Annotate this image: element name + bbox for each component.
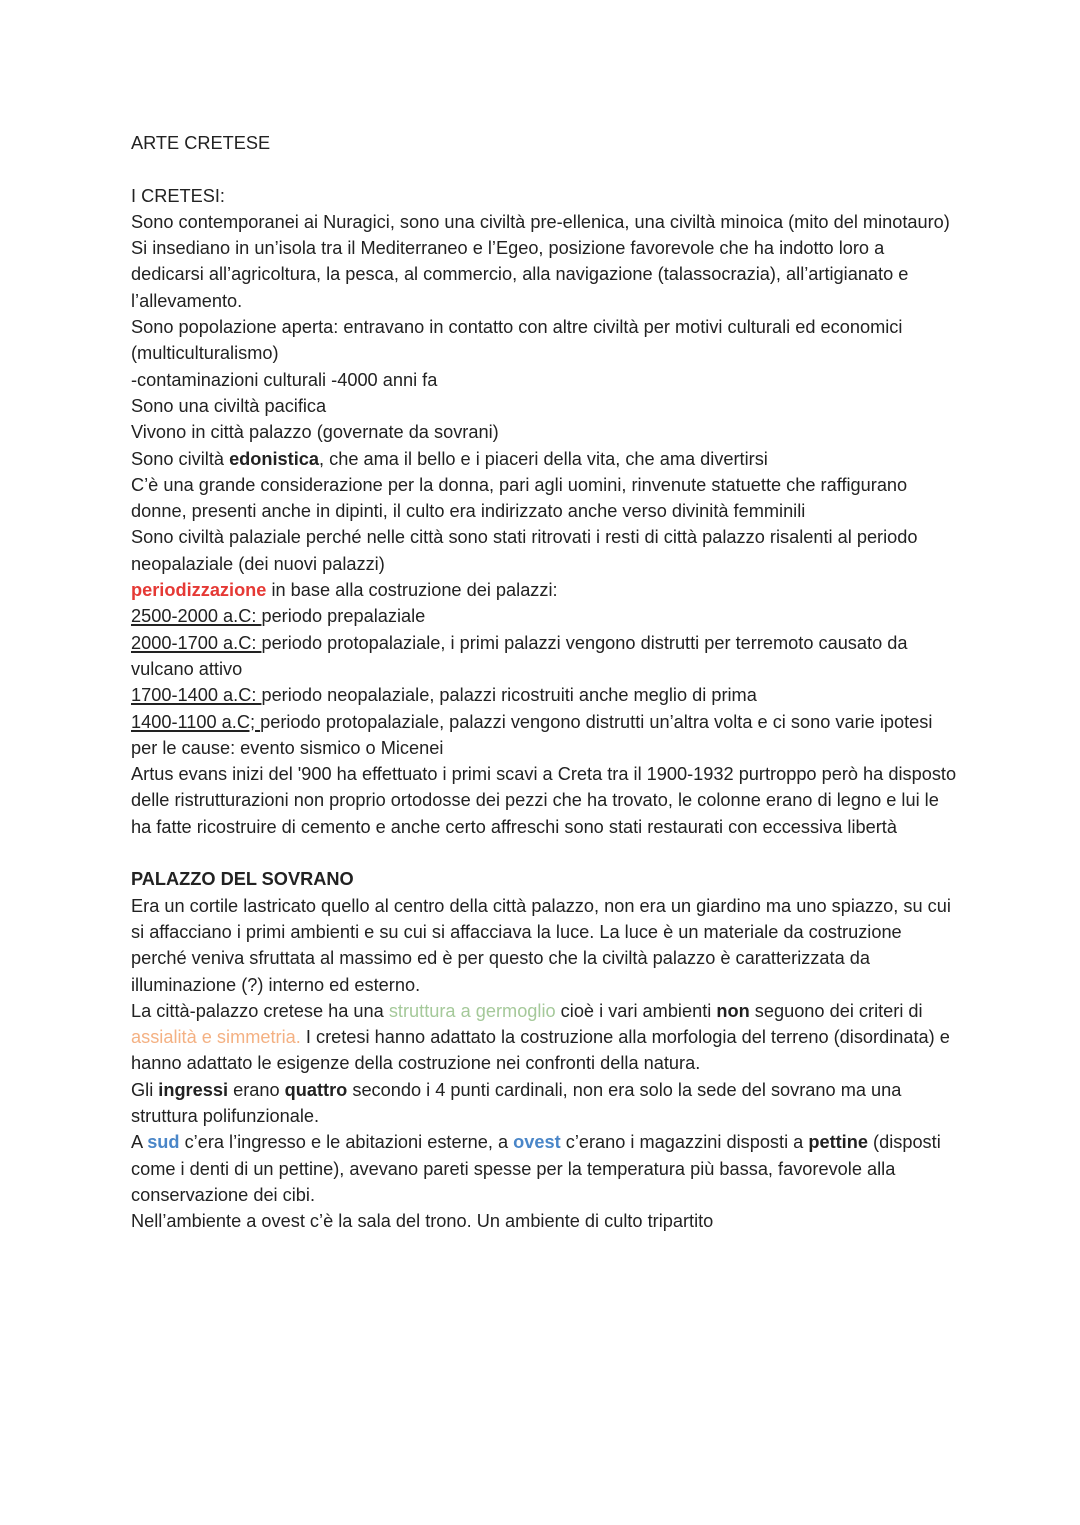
text-run: in base alla costruzione dei palazzi: <box>266 580 558 601</box>
period-date: 2000-1700 a.C: <box>131 632 262 653</box>
paragraph: Si insediano in un’isola tra il Mediterraneo e l’Egeo, posizione favorevole che ha indotto loro a dedicarsi all’agricoltura, la pesca, al commercio, alla navigazione (talassocrazia), all’artigianato e l’allevamento. <box>131 238 909 311</box>
paragraph <box>131 1077 960 1130</box>
highlight-ovest: ovest <box>513 1132 561 1153</box>
paragraph <box>131 577 960 603</box>
text-run: (disposti come i denti di un pettine), avevano pareti spesse per la temperatura più bassa, favorevole alla conservazione dei cibi. <box>131 1132 941 1205</box>
period-item <box>131 709 960 762</box>
text-run: I cretesi hanno adattato la costruzione alla morfologia del terreno (disordinata) e hanno adattato le esigenze della costruzione nei confronti della natura. <box>131 1027 950 1074</box>
paragraph <box>131 1129 960 1208</box>
period-text: periodo neopalaziale, palazzi ricostruiti anche meglio di prima <box>261 685 757 706</box>
paragraph: Sono una civiltà pacifica <box>131 395 327 416</box>
paragraph <box>131 998 960 1077</box>
period-text: periodo protopalaziale, i primi palazzi vengono distrutti per terremoto causato da vulcano attivo <box>131 632 908 679</box>
paragraph: -contaminazioni culturali -4000 anni fa <box>131 369 438 390</box>
text-run: Gli <box>131 1079 159 1100</box>
paragraph: Vivono in città palazzo (governate da sovrani) <box>131 422 499 443</box>
bold-term-ingressi: ingressi <box>158 1079 229 1100</box>
text-run: Sono civiltà <box>131 448 230 469</box>
spacer <box>131 840 960 866</box>
paragraph: Artus evans inizi del '900 ha effettuato i primi scavi a Creta tra il 1900-1932 purtroppo però ha disposto delle ristrutturazioni non proprio ortodosse dei pezzi che ha trovato, le colonne erano di legno e lui le ha fatte ricostruire di cemento e anche certo affreschi sono stati restaurati con eccessiva libertà <box>131 764 957 837</box>
section-heading-cretesi: I CRETESI: <box>131 185 225 206</box>
period-item <box>131 603 960 629</box>
bold-term-edonistica: edonistica <box>229 448 320 469</box>
document-title: ARTE CRETESE <box>131 133 271 153</box>
paragraph: Era un cortile lastricato quello al centro della città palazzo, non era un giardino ma uno spiazzo, su cui si affacciano i primi ambienti e su cui si affacciava la luce. La luce è un materiale da costruzione perché veniva sfruttata al massimo ed è per questo che la civiltà palazzo è caratterizzata da illuminazione (?) interno ed esterno. <box>131 895 951 995</box>
paragraph: Sono contemporanei ai Nuragici, sono una civiltà pre-ellenica, una civiltà minoica (mito del minotauro) <box>131 211 950 232</box>
section-heading-palazzo: PALAZZO DEL SOVRANO <box>131 869 354 890</box>
paragraph: Sono civiltà palaziale perché nelle città sono stati ritrovati i resti di città palazzo risalenti al periodo neopalaziale (dei nuovi palazzi) <box>131 527 918 574</box>
highlight-assialita-simmetria: assialità e simmetria. <box>131 1027 301 1048</box>
period-date: 2500-2000 a.C: <box>131 606 262 627</box>
period-text: periodo protopalaziale, palazzi vengono distrutti un’altra volta e ci sono varie ipotesi per le cause: evento sismico o Micenei <box>131 711 933 758</box>
highlight-sud: sud <box>147 1132 180 1153</box>
period-date: 1700-1400 a.C: <box>131 685 262 706</box>
text-run: , che ama il bello e i piaceri della vita, che ama divertirsi <box>319 448 768 469</box>
period-item <box>131 682 960 708</box>
period-date: 1400-1100 a.C; <box>131 711 261 732</box>
bold-term-pettine: pettine <box>808 1132 868 1153</box>
text-run: cioè i vari ambienti <box>555 1000 717 1021</box>
text-run: A <box>131 1132 148 1153</box>
spacer <box>131 156 960 182</box>
text-run: La città-palazzo cretese ha una <box>131 1000 389 1021</box>
paragraph: Sono popolazione aperta: entravano in contatto con altre civiltà per motivi culturali ed economici (multiculturalismo) <box>131 317 903 364</box>
text-run: c’erano i magazzini disposti a <box>560 1132 809 1153</box>
text-run: seguono dei criteri di <box>749 1000 923 1021</box>
highlight-periodizzazione: periodizzazione <box>131 580 267 601</box>
text-run: erano <box>228 1079 285 1100</box>
period-item <box>131 630 960 683</box>
bold-term-non: non <box>716 1000 750 1021</box>
period-text: periodo prepalaziale <box>261 606 426 627</box>
text-run: secondo i 4 punti cardinali, non era solo la sede del sovrano ma una struttura polifunzionale. <box>131 1079 902 1126</box>
paragraph: Nell’ambiente a ovest c’è la sala del trono. Un ambiente di culto tripartito <box>131 1211 714 1232</box>
bold-term-quattro: quattro <box>284 1079 348 1100</box>
text-run: c’era l’ingresso e le abitazioni esterne, a <box>179 1132 514 1153</box>
paragraph <box>131 446 960 472</box>
highlight-struttura-germoglio: struttura a germoglio <box>388 1000 556 1021</box>
paragraph: C’è una grande considerazione per la donna, pari agli uomini, rinvenute statuette che raffigurano donne, presenti anche in dipinti, il culto era indirizzato anche verso divinità femminili <box>131 474 908 522</box>
